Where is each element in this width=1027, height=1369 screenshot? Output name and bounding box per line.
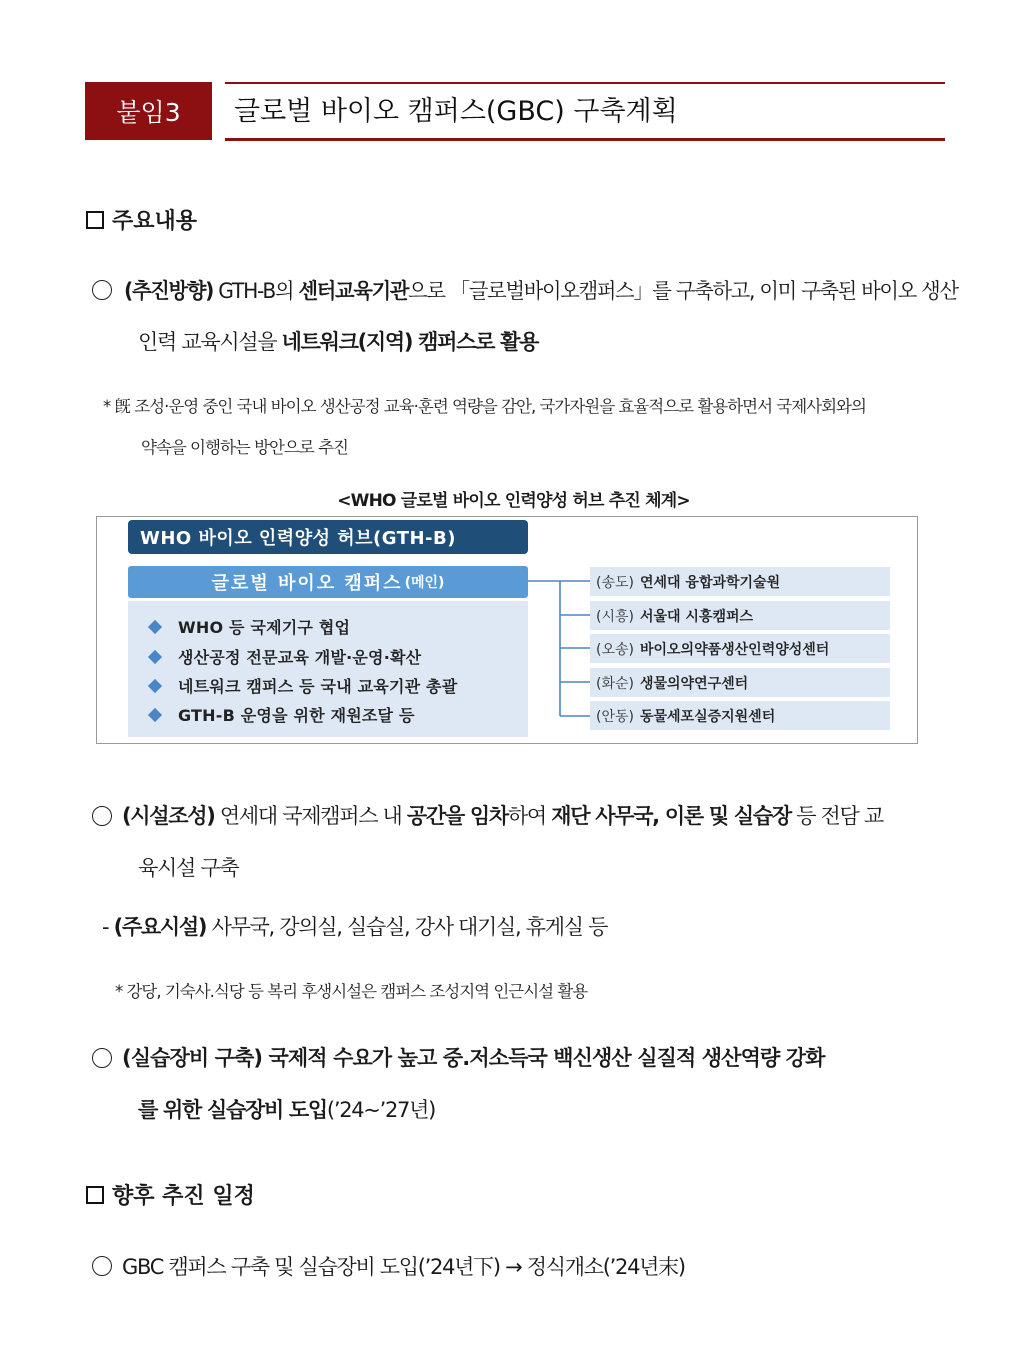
network-campus-item bbox=[590, 701, 890, 730]
text-span: GTH-B의 bbox=[213, 279, 299, 303]
network-campus-item bbox=[590, 567, 890, 596]
text-span: (’24∼’27년) bbox=[326, 1098, 435, 1122]
diagram-connector-lines bbox=[528, 570, 592, 722]
item-facility-line1 bbox=[122, 800, 883, 830]
circle-bullet-icon bbox=[92, 1048, 112, 1068]
section-heading-main-label: 주요내용 bbox=[112, 209, 198, 234]
text-span: 으로 「글로벌바이오캠퍼스」를 구축하고, 이미 구축된 바이오 생산 bbox=[408, 279, 958, 303]
campus-name: 서울대 시흥캠퍼스 bbox=[639, 608, 754, 625]
diagram-main-campus-box bbox=[128, 566, 528, 598]
diamond-bullet-icon bbox=[148, 678, 162, 692]
campus-region: (송도) bbox=[596, 574, 634, 591]
text-span-bold: 네트워크(지역) 캠퍼스로 활용 bbox=[281, 330, 539, 354]
network-campus-item bbox=[590, 634, 890, 663]
section-heading-schedule bbox=[86, 1179, 255, 1210]
text-span-bold: 를 위한 실습장비 도입 bbox=[138, 1098, 327, 1122]
diagram-role-label: 생산공정 전문교육 개발·운영·확산 bbox=[178, 648, 422, 667]
campus-region: (화순) bbox=[596, 675, 634, 692]
campus-name: 연세대 융합과학기술원 bbox=[639, 574, 781, 591]
text-span: 하여 bbox=[507, 804, 552, 828]
footnote-1-line1: * 旣 조성·운영 중인 국내 바이오 생산공정 교육·훈련 역량을 감안, 국가자원을 효율적으로 활용하면서 국제사회와의 bbox=[103, 397, 866, 416]
footnote-2: * 강당, 기숙사.식당 등 복리 후생시설은 캠퍼스 조성지역 인근시설 활용 bbox=[115, 982, 588, 1001]
campus-name: 바이오의약품생산인력양성센터 bbox=[639, 641, 830, 658]
main-campus-label: 글로벌 바이오 캠퍼스 bbox=[211, 573, 403, 594]
item-equipment-line2 bbox=[138, 1094, 435, 1124]
diamond-bullet-icon bbox=[148, 707, 162, 721]
text-span-bold: 공간을 임차 bbox=[406, 804, 508, 828]
campus-region: (시흥) bbox=[596, 608, 634, 625]
item-direction-line2 bbox=[138, 326, 538, 356]
circle-bullet-icon bbox=[92, 280, 112, 300]
schedule-item: GBC 캠퍼스 구축 및 실습장비 도입(’24년下) → 정식개소(’24년末) bbox=[122, 1255, 685, 1279]
title-rule-bottom bbox=[225, 138, 945, 141]
campus-region: (오송) bbox=[596, 641, 634, 658]
main-campus-suffix: (메인) bbox=[404, 575, 445, 591]
text-span: 사무국, 강의실, 실습실, 강사 대기실, 휴게실 등 bbox=[206, 915, 608, 939]
network-campus-item bbox=[590, 668, 890, 697]
network-campus-item bbox=[590, 601, 890, 630]
diagram-role-label: 네트워크 캠퍼스 등 국내 교육기관 총괄 bbox=[178, 677, 458, 696]
page-title: 글로벌 바이오 캠퍼스(GBC) 구축계획 bbox=[234, 96, 678, 127]
diagram-role-label: GTH-B 운영을 위한 재원조달 등 bbox=[178, 706, 415, 725]
campus-name: 동물세포실증지원센터 bbox=[639, 708, 776, 725]
dash-bullet: - bbox=[102, 915, 114, 939]
attachment-tag: 붙임3 bbox=[85, 82, 212, 140]
footnote-1-line2: 약속을 이행하는 방안으로 추진 bbox=[141, 438, 348, 457]
diamond-bullet-icon bbox=[148, 619, 162, 633]
section-heading-main bbox=[86, 204, 197, 235]
item-facility-line2: 육시설 구축 bbox=[138, 856, 239, 880]
checkbox-square-icon bbox=[86, 1186, 104, 1204]
diagram-role-item bbox=[146, 615, 350, 638]
diamond-bullet-icon bbox=[148, 649, 162, 663]
text-span-bold: 재단 사무국, 이론 및 실습장 bbox=[551, 804, 791, 828]
diagram-role-item bbox=[146, 703, 415, 726]
diagram-hub-box: WHO 바이오 인력양성 허브(GTH-B) bbox=[128, 520, 528, 554]
campus-name: 생물의약연구센터 bbox=[639, 675, 749, 692]
diagram-role-label: WHO 등 국제기구 협업 bbox=[178, 618, 351, 637]
diagram-role-item bbox=[146, 674, 457, 697]
text-span: 인력 교육시설을 bbox=[138, 330, 282, 354]
circle-bullet-icon bbox=[92, 806, 112, 826]
item-facility-sub bbox=[102, 911, 607, 941]
section-heading-schedule-label: 향후 추진 일정 bbox=[112, 1184, 255, 1209]
circle-bullet-icon bbox=[92, 1256, 112, 1276]
checkbox-square-icon bbox=[86, 211, 104, 229]
item-direction-line1 bbox=[124, 275, 958, 305]
campus-region: (안동) bbox=[596, 708, 634, 725]
item-equipment-line1: (실습장비 구축) 국제적 수요가 높고 중.저소득국 백신생산 실질적 생산역량 강화 bbox=[122, 1046, 825, 1070]
diagram-caption: <WHO 글로벌 바이오 인력양성 허브 추진 체계> bbox=[337, 491, 690, 511]
item-facility-label: (시설조성) bbox=[122, 804, 215, 828]
sub-label: (주요시설) bbox=[113, 915, 207, 939]
text-span: 연세대 국제캠퍼스 내 bbox=[214, 804, 407, 828]
text-span-bold: 센터교육기관 bbox=[298, 279, 409, 303]
text-span: 등 전담 교 bbox=[790, 804, 883, 828]
item-direction-label: (추진방향) bbox=[124, 279, 214, 303]
title-rule-top bbox=[225, 82, 945, 84]
diagram-role-item bbox=[146, 645, 421, 668]
